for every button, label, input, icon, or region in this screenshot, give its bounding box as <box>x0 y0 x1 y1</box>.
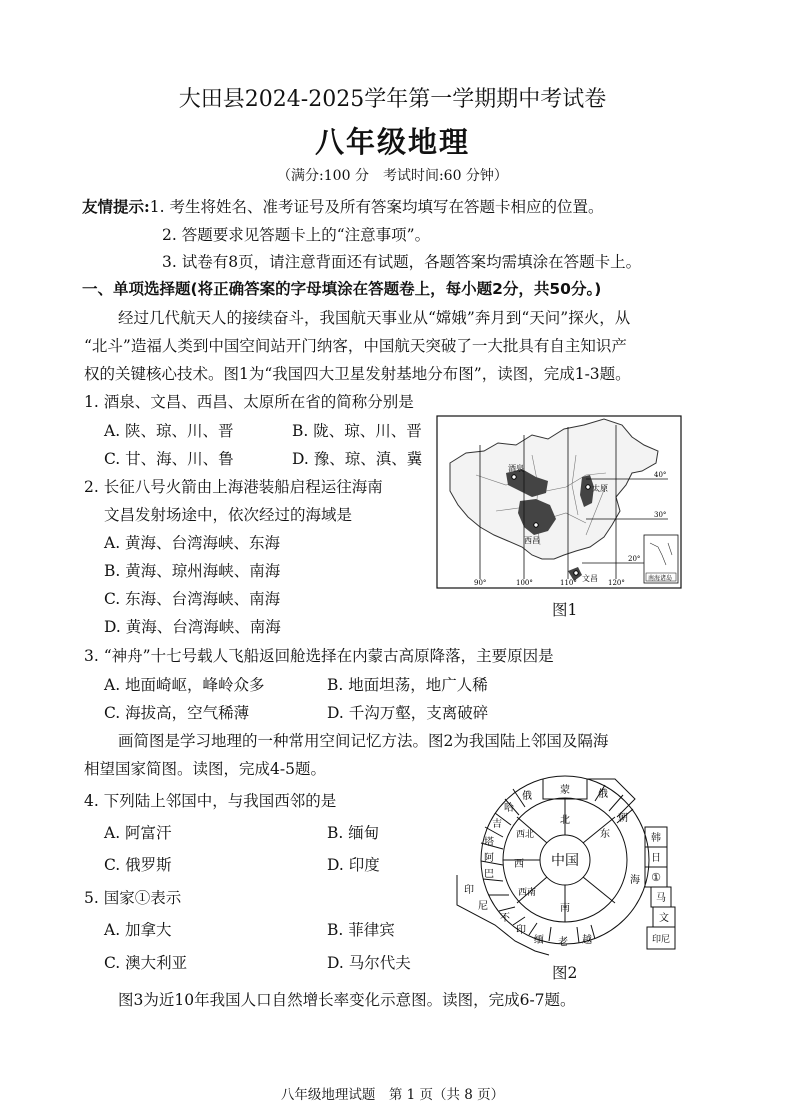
q4-option-b: B. 缅甸 <box>327 824 380 842</box>
notice-label: 友情提示: <box>82 197 150 216</box>
page-footer: 八年级地理试题 第 1 页（共 8 页） <box>280 1087 505 1103</box>
country-ma: 马 <box>656 893 666 904</box>
dir-east: 东 <box>600 829 610 840</box>
q2-option-a: A. 黄海、台湾海峡、东海 <box>104 534 281 552</box>
q4-stem: 4. 下列陆上邻国中，与我国西邻的是 <box>84 792 337 810</box>
divider-ne <box>583 817 615 843</box>
q5-option-c: C. 澳大利亚 <box>104 954 188 972</box>
country-ji: 吉 <box>492 819 502 830</box>
country-one: ① <box>651 871 661 884</box>
label-jiuquan: 酒泉 <box>508 464 524 473</box>
country-yinni: 印尼 <box>651 935 671 945</box>
xichang-site <box>534 523 538 527</box>
country-yue: 越 <box>582 935 592 946</box>
label-lon110: 110° <box>560 579 577 587</box>
intro1-line-1: 经过几代航天人的接续奋斗，我国航天事业从“嫦娥”奔月到“天问”探火，从 <box>118 309 631 327</box>
q1-option-c: C. 甘、海、川、鲁 <box>104 450 234 468</box>
dir-north: 北 <box>560 815 570 826</box>
country-ri: 日 <box>651 853 661 864</box>
intro2-line-2: 相望国家简图。读图，完成4-5题。 <box>84 760 326 778</box>
divider-se <box>583 877 615 903</box>
label-lat40: 40° <box>654 471 667 479</box>
label-lon90: 90° <box>474 579 487 587</box>
q5-option-a: A. 加拿大 <box>104 921 172 939</box>
box-e2 <box>587 779 635 817</box>
q4-option-c: C. 俄罗斯 <box>104 856 172 874</box>
country-meng: 蒙 <box>560 785 570 796</box>
section-heading: 一、单项选择题(将正确答案的字母填涂在答题卷上，每小题2分，共50分。) <box>82 280 602 298</box>
q5-stem: 5. 国家①表示 <box>84 889 182 907</box>
label-lat30: 30° <box>654 511 667 519</box>
q2-stem-line-1: 2. 长征八号火箭由上海港装船启程运往海南 <box>84 478 383 496</box>
q2-option-b: B. 黄海、琼州海峡、南海 <box>104 562 281 580</box>
notice-item-3: 3. 试卷有8页，请注意背面还有试题，各题答案均需填涂在答题卡上。 <box>162 253 642 271</box>
figure-1-map <box>436 415 682 589</box>
intro3-line: 图3为近10年我国人口自然增长率变化示意图。读图，完成6-7题。 <box>118 991 576 1009</box>
q5-option-d: D. 马尔代夫 <box>327 954 411 972</box>
q3-option-d: D. 千沟万壑，支离破碎 <box>327 704 489 722</box>
q3-option-c: C. 海拔高，空气稀薄 <box>104 704 250 722</box>
figure-2-caption: 图2 <box>552 964 578 982</box>
q5-option-b: B. 菲律宾 <box>327 921 395 939</box>
country-ba: 巴 <box>484 869 494 880</box>
label-xichang: 西昌 <box>524 536 540 545</box>
intro2-line-1: 画简图是学习地理的一种常用空间记忆方法。图2为我国陆上邻国及隔海 <box>118 732 609 750</box>
country-mian: 缅 <box>534 935 544 946</box>
country-yin: 印 <box>464 885 474 896</box>
score-time-line: （满分:100 分 考试时间:60 分钟） <box>277 168 508 184</box>
intro1-line-2: “北斗”造福人类到中国空间站开门纳客，中国航天突破了一大批具有自主知识产 <box>84 337 627 355</box>
country-wen: 文 <box>659 913 669 924</box>
figure-2-diagram <box>455 765 685 960</box>
q3-option-a: A. 地面崎岖，峰岭众多 <box>104 676 265 694</box>
q3-option-b: B. 地面坦荡，地广人稀 <box>327 676 488 694</box>
country-a: 阿 <box>484 853 494 864</box>
label-wenchang: 文昌 <box>582 574 598 583</box>
figure-1-caption: 图1 <box>552 601 578 619</box>
label-lon100: 100° <box>516 579 533 587</box>
notice-item-1: 1. 考生将姓名、准考证号及所有答案均填写在答题卡相应的位置。 <box>149 198 604 216</box>
q2-option-d: D. 黄海、台湾海峡、南海 <box>104 618 281 636</box>
sea-label: 海 <box>630 875 640 886</box>
q4-option-a: A. 阿富汗 <box>104 824 172 842</box>
exam-title: 大田县2024-2025学年第一学期期中考试卷 <box>178 87 607 112</box>
notice-item-2: 2. 答题要求见答题卡上的“注意事项”。 <box>162 226 431 244</box>
country-yin2: 印 <box>516 925 526 936</box>
label-lon120: 120° <box>608 579 625 587</box>
country-e-west: 俄 <box>522 791 532 802</box>
country-e: 俄 <box>598 789 608 800</box>
country-lao: 老 <box>558 937 568 948</box>
country-han: 韩 <box>651 833 661 844</box>
jiuquan-site <box>512 475 516 479</box>
dir-southwest: 西南 <box>517 888 537 898</box>
country-ha: 哈 <box>504 803 514 814</box>
country-ta: 塔 <box>484 837 494 848</box>
label-lat20: 20° <box>628 555 641 563</box>
dir-northwest: 西北 <box>515 830 535 840</box>
q1-option-a: A. 陕、琼、川、晋 <box>104 422 234 440</box>
center-label: 中国 <box>551 853 579 869</box>
country-chao: 朝 <box>618 813 628 824</box>
q2-option-c: C. 东海、台湾海峡、南海 <box>104 590 281 608</box>
wenchang-site <box>574 571 578 575</box>
notice-block <box>82 195 603 217</box>
q1-option-d: D. 豫、琼、滇、冀 <box>292 450 423 468</box>
q3-stem: 3. “神舟”十七号载人飞船返回舱选择在内蒙古高原降落，主要原因是 <box>84 647 554 665</box>
q4-option-d: D. 印度 <box>327 856 380 874</box>
country-bu: 不 <box>500 913 510 924</box>
taiyuan-site <box>586 485 590 489</box>
intro1-line-3: 权的关键核心技术。图1为“我国四大卫星发射基地分布图”，读图，完成1-3题。 <box>84 365 631 383</box>
inset-label: 南海诸岛 <box>648 575 673 582</box>
q1-option-b: B. 陇、琼、川、晋 <box>292 422 422 440</box>
q2-stem-line-2: 文昌发射场途中，依次经过的海域是 <box>104 506 353 524</box>
country-ni: 尼 <box>478 901 488 912</box>
dir-south: 南 <box>560 903 570 914</box>
label-taiyuan: 太原 <box>592 484 608 493</box>
exam-subject: 八年级地理 <box>314 125 470 159</box>
dir-west: 西 <box>514 859 524 870</box>
q1-stem: 1. 酒泉、文昌、西昌、太原所在省的简称分别是 <box>84 393 414 411</box>
